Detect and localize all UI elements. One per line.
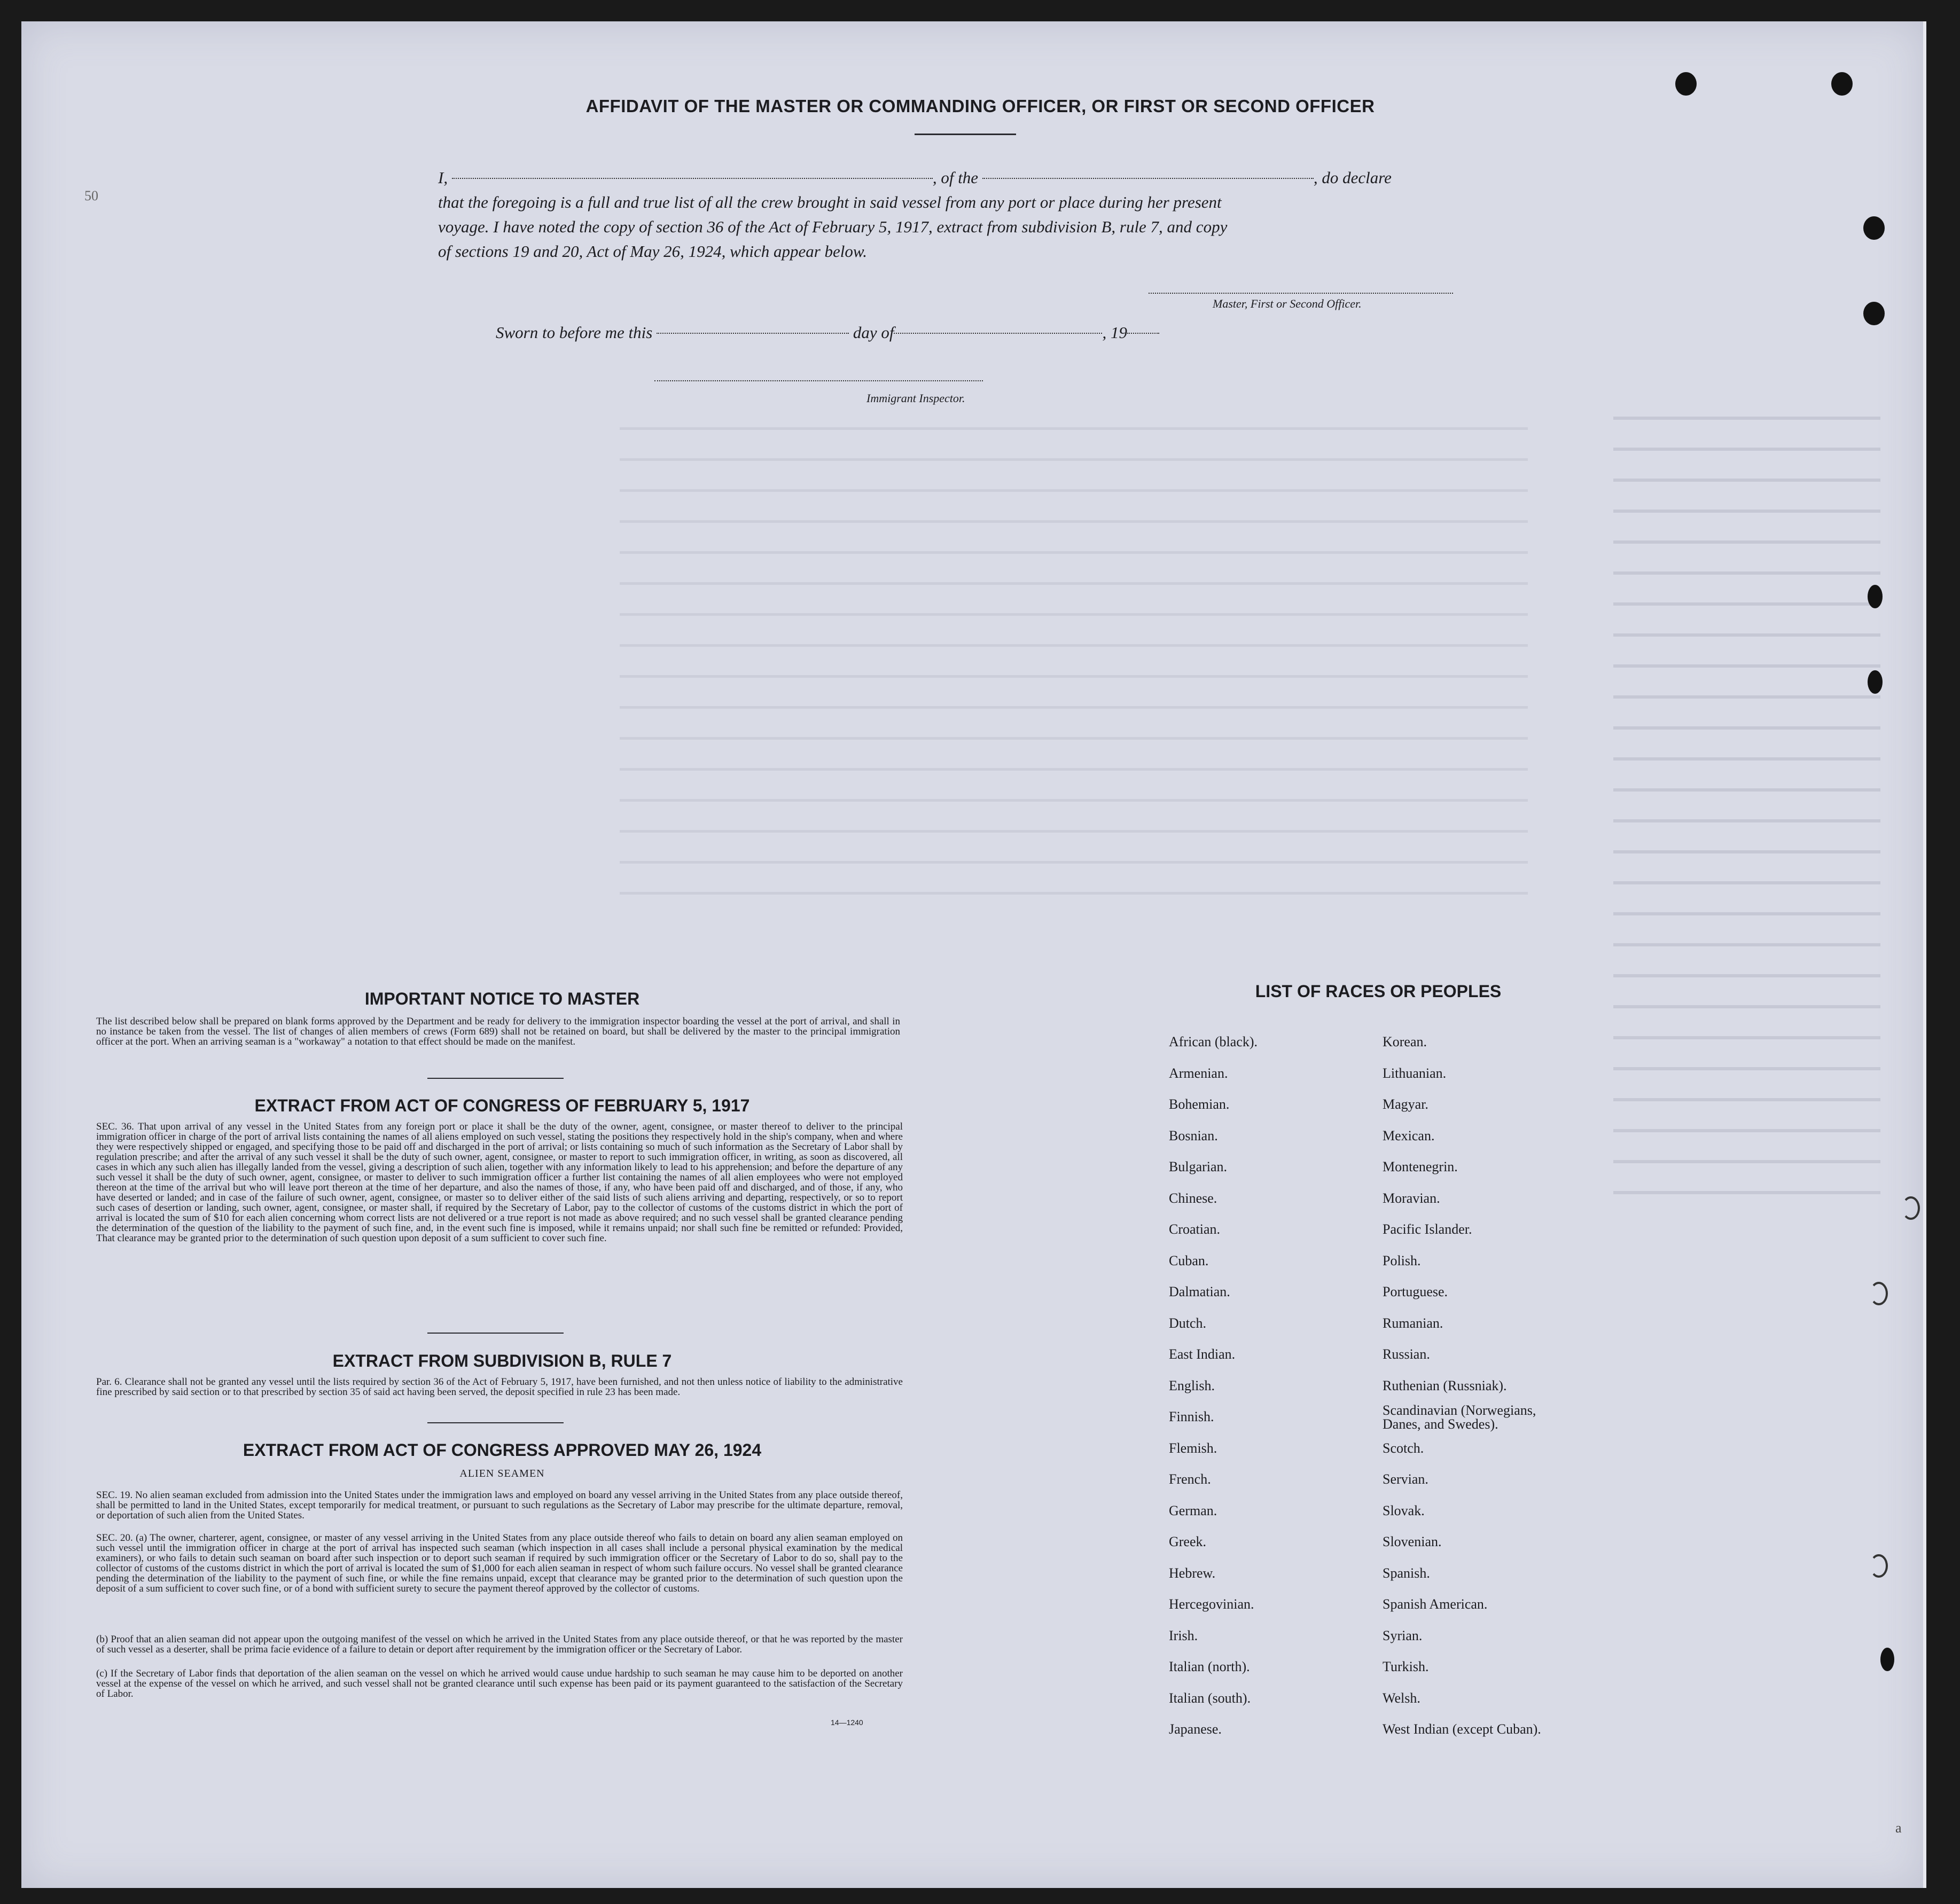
form-number: 14—1240 — [831, 1718, 863, 1727]
race-item: Cuban. — [1169, 1252, 1209, 1268]
race-item: Moravian. — [1383, 1190, 1440, 1206]
notice-title: IMPORTANT NOTICE TO MASTER — [364, 989, 640, 1008]
race-item: Syrian. — [1383, 1627, 1423, 1643]
race-item: Montenegrin. — [1383, 1159, 1458, 1174]
affidavit-line-3: voyage. I have noted the copy of section 36 of the Act of February 5, 1917, extract from subdivision B, rule 7, and copy — [438, 217, 1228, 236]
vessel-blank — [982, 178, 1314, 179]
corner-mark: a — [1895, 1820, 1902, 1836]
race-item: German. — [1169, 1502, 1217, 1518]
race-item: Rumanian. — [1383, 1315, 1443, 1331]
race-item: Italian (north). — [1169, 1659, 1250, 1674]
alien-seamen-subtitle: ALIEN SEAMEN — [459, 1468, 545, 1479]
inspector-label: Immigrant Inspector. — [866, 391, 965, 405]
race-item: Scotch. — [1383, 1440, 1424, 1456]
sec-20a-text: SEC. 20. (a) The owner, charterer, agent, consignee, or master of any vessel arriving in the United States from any place outside thereof who fails to detain on board any alien seaman employed on such vessel until the immigration officer in charge at the port of arrival has inspected such seaman (which inspection in all cases shall include a personal physical examination by the medical examiners), or who fails to detain such seaman on board after such inspection or to deport such seaman if required by such immigration officer or the Secretary of Labor to do so, shall pay to the collector of customs of the customs district in which the port of arrival is located the sum of $1,000 for each alien seaman in respect of whom such failure occurs. No vessel shall be granted clearance pending the determination of the liability to the payment of such fine, or while the fine remains unpaid, except that clearance may be granted prior to the determination of such question upon the deposit of a sum sufficient to cover such fine, or of a bond with sufficient surety to secure the payment thereof approved by the collector of customs. — [96, 1532, 903, 1594]
race-item: Russian. — [1383, 1346, 1430, 1362]
race-item: Dutch. — [1169, 1315, 1207, 1331]
race-item: Spanish American. — [1383, 1596, 1488, 1612]
race-item: Turkish. — [1383, 1659, 1429, 1674]
punch-hole — [1870, 1554, 1888, 1578]
races-title: LIST OF RACES OR PEOPLES — [1255, 982, 1502, 1001]
race-item: Hebrew. — [1169, 1565, 1216, 1581]
race-item: Mexican. — [1383, 1127, 1435, 1143]
race-item: Armenian. — [1169, 1065, 1228, 1081]
affidavit-line-1: I, , of the , do declare — [438, 168, 1392, 187]
bleed-through-texture — [1613, 417, 1880, 1218]
race-item: West Indian (except Cuban). — [1383, 1721, 1541, 1737]
race-item: East Indian. — [1169, 1346, 1236, 1362]
race-item: Irish. — [1169, 1627, 1198, 1643]
section-rule — [427, 1422, 564, 1423]
race-item: Korean. — [1383, 1034, 1427, 1049]
races-right-column — [1383, 1027, 1575, 1745]
race-item: Servian. — [1383, 1471, 1428, 1487]
document-sheet — [21, 21, 1926, 1888]
race-item: Ruthenian (Russniak). — [1383, 1377, 1507, 1393]
race-item: Spanish. — [1383, 1565, 1430, 1581]
race-item: Magyar. — [1383, 1096, 1428, 1112]
race-item: African (black). — [1169, 1034, 1258, 1049]
race-item: Scandinavian (Norwegians, Danes, and Swedes). — [1383, 1402, 1536, 1432]
race-item: Slovenian. — [1383, 1534, 1442, 1549]
race-item: Japanese. — [1169, 1721, 1222, 1737]
races-left-column — [1169, 1027, 1258, 1745]
extract-1917-text: SEC. 36. That upon arrival of any vessel in the United States from any foreign port or place it shall be the duty of the owner, agent, consignee, or master thereof to deliver to the principal immigration officer in charge of the port of arrival lists containing the names of all aliens employed on such vessel, stating the positions they respectively hold in the ship's company, when and where they were respectively shipped or engaged, and specifying those to be paid off and discharged in the port of arrival; or lists containing so much of such information as the Secretary of Labor shall by regulation prescribe; and after the arrival of any such vessel it shall be the duty of such owner, agent, consignee, or master to report to such immigration officer, in writing, as soon as discovered, all cases in which any such alien has illegally landed from the vessel, giving a description of such alien, together with any information likely to lead to his apprehension; and before the departure of any such vessel it shall be the duty of such owner, agent, consignee, or master to deliver to such immigration officer a further list containing the names of all alien employees who were not employed thereon at the time of the arrival but who will leave port thereon at the time of her departure, and also the names of those, if any, who have been paid off and discharged, and of those, if any, who have deserted or landed; and in case of the failure of such owner, agent, consignee, or master so to deliver either of the said lists of such aliens arriving and departing, respectively, or so to report such cases of desertion or landing, such owner, agent, consignee, or master shall, if required by the Secretary of Labor, pay to the collector of customs of the customs district in which the port of arrival is located the sum of $10 for each alien concerning whom correct lists are not delivered or a true report is not made as above required; and no such vessel shall be granted clearance pending the determination of the question of the liability to the payment of such fine, and, in the event such fine is imposed, while it remains unpaid; nor shall such fine be remitted or refunded: Provided, That clearance may be granted prior to the determination of such question upon deposit of a sum sufficient to cover such fine. — [96, 1121, 903, 1244]
race-item: Bosnian. — [1169, 1127, 1218, 1143]
race-item: Flemish. — [1169, 1440, 1217, 1456]
signature-label: Master, First or Second Officer. — [1213, 297, 1362, 310]
sec-20b-text: (b) Proof that an alien seaman did not appear upon the outgoing manifest of the vessel on which he arrived in the United States from any place outside thereof, or that he was reported by the master of such vessel as a deserter, shall be prima facie evidence of a failure to detain or deport after requirement by the immigration officer or the Secretary of Labor. — [96, 1634, 903, 1655]
punch-hole — [1831, 72, 1853, 96]
race-item: French. — [1169, 1471, 1211, 1487]
race-item: Finnish. — [1169, 1409, 1214, 1424]
name-blank — [452, 178, 933, 179]
punch-hole — [1902, 1196, 1920, 1220]
sec-20c-text: (c) If the Secretary of Labor finds that deportation of the alien seaman on the vessel on which he arrived would cause undue hardship to such seaman he may cause him to be deported on another vessel at the expense of the vessel on which he arrived, and such vessel shall not be granted clearance until such expense has been paid or its payment guaranteed to the satisfaction of the Secretary of Labor. — [96, 1668, 903, 1699]
race-item: Dalmatian. — [1169, 1284, 1230, 1299]
race-item: Bohemian. — [1169, 1096, 1230, 1112]
extract-1924-title: EXTRACT FROM ACT OF CONGRESS APPROVED MAY 26, 1924 — [243, 1440, 762, 1460]
punch-hole — [1870, 1282, 1888, 1305]
punch-hole — [1863, 216, 1885, 240]
race-item: Polish. — [1383, 1252, 1421, 1268]
race-item: Chinese. — [1169, 1190, 1217, 1206]
affidavit-title: AFFIDAVIT OF THE MASTER OR COMMANDING OFFICER, OR FIRST OR SECOND OFFICER — [585, 96, 1375, 116]
race-item: Italian (south). — [1169, 1690, 1251, 1706]
race-item: Greek. — [1169, 1534, 1207, 1549]
month-blank — [894, 333, 1102, 334]
signature-line — [1149, 293, 1453, 294]
race-item: Portuguese. — [1383, 1284, 1448, 1299]
sec-19-text: SEC. 19. No alien seaman excluded from admission into the United States under the immigration laws and employed on board any vessel arriving in the United States from any place outside thereof, shall be permitted to land in the United States, except temporarily for medical treatment, or pursuant to such regulations as the Secretary of Labor may prescribe for the ultimate departure, removal, or deportation of such alien from the United States. — [96, 1490, 903, 1521]
race-item: Bulgarian. — [1169, 1159, 1228, 1174]
affidavit-line-2: that the foregoing is a full and true list of all the crew brought in said vessel from any port or place during her present — [438, 193, 1222, 211]
title-rule — [915, 134, 1016, 135]
notice-text: The list described below shall be prepared on blank forms approved by the Department and be ready for delivery to the immigration inspector boarding the vessel at the port of arrival, and shall in no instance be taken from the vessel. The list of changes of alien members of crews (Form 689) shall not be retained on board, but shall be delivered by the master to the principal immigration officer at the port. When an arriving seaman is a "workaway" a notation to that effect should be made on the manifest. — [96, 1016, 900, 1047]
race-item: Lithuanian. — [1383, 1065, 1447, 1081]
race-item: Welsh. — [1383, 1690, 1420, 1706]
bleed-through-texture — [620, 427, 1528, 908]
race-item: Pacific Islander. — [1383, 1221, 1472, 1237]
year-blank — [1127, 333, 1159, 334]
race-item: Croatian. — [1169, 1221, 1221, 1237]
punch-hole — [1863, 302, 1885, 325]
extract-1917-title: EXTRACT FROM ACT OF CONGRESS OF FEBRUARY 5, 1917 — [254, 1096, 750, 1115]
punch-hole — [1868, 670, 1883, 694]
section-rule — [427, 1333, 564, 1334]
race-item: Slovak. — [1383, 1502, 1425, 1518]
race-item: Hercegovinian. — [1169, 1596, 1254, 1612]
margin-mark: 50 — [84, 188, 98, 203]
punch-hole — [1868, 585, 1883, 608]
section-rule — [427, 1078, 564, 1079]
day-blank — [657, 333, 849, 334]
rule-7-text: Par. 6. Clearance shall not be granted any vessel until the lists required by section 36 of the Act of February 5, 1917, have been furnished, and not then unless notice of liability to the administrative fine prescribed by said section or to that prescribed by section 35 of said act having been served, the deposit specified in rule 23 has been made. — [96, 1376, 903, 1398]
affidavit-line-4: of sections 19 and 20, Act of May 26, 1924, which appear below. — [438, 242, 868, 261]
rule-7-title: EXTRACT FROM SUBDIVISION B, RULE 7 — [332, 1351, 672, 1370]
punch-hole — [1675, 72, 1697, 96]
punch-hole — [1880, 1648, 1894, 1671]
race-item: English. — [1169, 1377, 1215, 1393]
sworn-line: Sworn to before me this day of , 19 — [496, 320, 1553, 345]
inspector-line — [654, 380, 983, 381]
